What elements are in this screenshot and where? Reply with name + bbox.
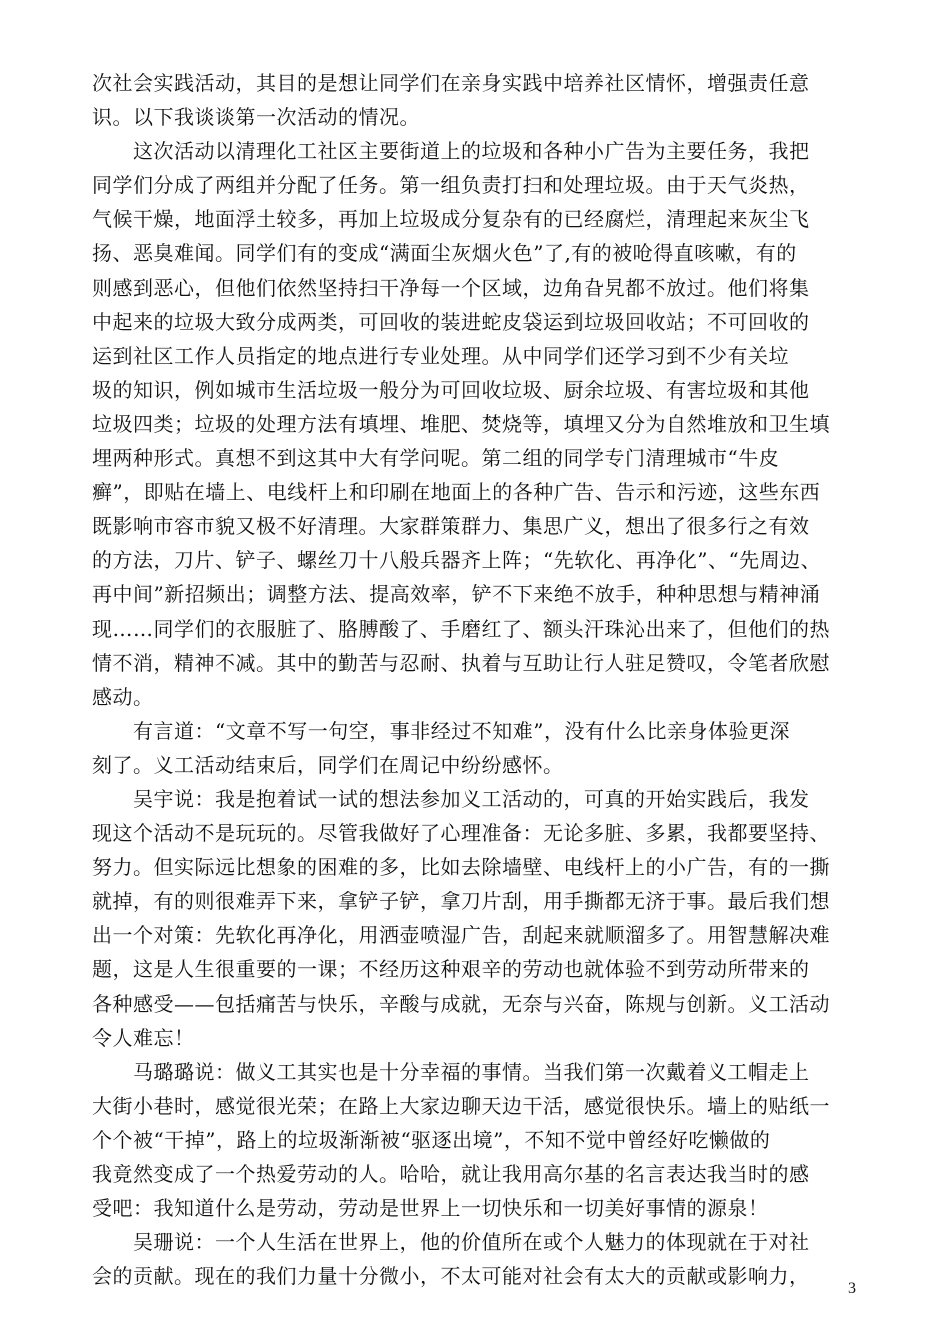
text-line: 气候干燥，地面浮土较多，再加上垃圾成分复杂有的已经腐烂，清理起来灰尘飞: [92, 207, 810, 232]
text-line: 现这个活动不是玩玩的。尽管我做好了心理准备：无论多脏、多累，我都要坚持、: [92, 821, 830, 846]
paragraph: [92, 134, 862, 714]
text-line: 再中间”新招频出；调整方法、提高效率，铲不下来绝不放手，种种思想与精神涌: [92, 582, 821, 607]
text-line: 令人难忘！: [92, 1025, 195, 1050]
paragraph: [92, 782, 862, 1055]
paragraph: [92, 66, 862, 134]
page-number: 3: [848, 1280, 856, 1297]
text-line: 识。以下我谈谈第一次活动的情况。: [92, 105, 420, 130]
text-line: 运到社区工作人员指定的地点进行专业处理。从中同学们还学习到不少有关垃: [92, 343, 789, 368]
text-line: 吴珊说：一个人生活在世界上，他的价值所在或个人魅力的体现就在于对社: [92, 1230, 810, 1255]
text-line: 次社会实践活动，其目的是想让同学们在亲身实践中培养社区情怀，增强责任意: [92, 71, 810, 95]
text-line: 各种感受——包括痛苦与快乐，辛酸与成就，无奈与兴奋，陈规与创新。义工活动: [92, 991, 830, 1016]
text-line: 个个被“干掉”，路上的垃圾渐渐被“驱逐出境”，不知不觉中曾经好吃懒做的: [92, 1127, 771, 1152]
text-line: 埋两种形式。真想不到这其中大有学问呢。第二组的同学专门清理城市“牛皮: [92, 446, 780, 471]
text-line: 则感到恶心，但他们依然坚持扫干净每一个区域，边角旮旯都不放过。他们将集: [92, 275, 810, 300]
text-line: 我竟然变成了一个热爱劳动的人。哈哈，就让我用高尔基的名言表达我当时的感: [92, 1162, 810, 1186]
text-line: 就掉，有的则很难弄下来，拿铲子铲，拿刀片刮，用手撕都无济于事。最后我们想: [92, 889, 830, 914]
text-line: 垃圾四类；垃圾的处理方法有填埋、堆肥、焚烧等，填埋又分为自然堆放和卫生填: [92, 411, 830, 436]
text-line: 既影响市容市貌又极不好清理。大家群策群力、集思广义，想出了很多行之有效: [92, 514, 810, 539]
paragraph: [92, 1225, 862, 1293]
body-text: [92, 66, 862, 1293]
text-line: 受吧：我知道什么是劳动，劳动是世界上一切快乐和一切美好事情的源泉！: [92, 1196, 769, 1221]
text-line: 大街小巷时，感觉很光荣；在路上大家边聊天边干活，感觉很快乐。墙上的贴纸一: [92, 1093, 830, 1118]
text-line: 吴宇说：我是抱着试一试的想法参加义工活动的，可真的开始实践后，我发: [92, 786, 810, 811]
text-line: 情不消，精神不减。其中的勤苦与忍耐、执着与互助让行人驻足赞叹，令笔者欣慰: [92, 650, 830, 675]
text-line: 同学们分成了两组并分配了任务。第一组负责打扫和处理垃圾。由于天气炎热，: [92, 173, 810, 198]
text-line: 会的贡献。现在的我们力量十分微小，不太可能对社会有太大的贡献或影响力，: [92, 1264, 810, 1289]
text-line: 感动。: [92, 684, 154, 709]
text-line: 刻了。义工活动结束后，同学们在周记中纷纷感怀。: [92, 752, 564, 777]
text-line: 现……同学们的衣服脏了、胳膊酸了、手磨红了、额头汗珠沁出来了，但他们的热: [92, 616, 830, 641]
text-line: 的方法，刀片、铲子、螺丝刀十八般兵器齐上阵；“先软化、再净化”、“先周边、: [92, 548, 822, 573]
text-line: 努力。但实际远比想象的困难的多，比如去除墙壁、电线杆上的小广告，有的一撕: [92, 855, 830, 880]
text-line: 圾的知识，例如城市生活垃圾一般分为可回收垃圾、厨余垃圾、有害垃圾和其他: [92, 377, 810, 402]
text-line: 有言道：“文章不写一句空，事非经过不知难”，没有什么比亲身体验更深: [92, 718, 790, 743]
text-line: 癣”，即贴在墙上、电线杆上和印刷在地面上的各种广告、告示和污迹，这些东西: [92, 480, 821, 505]
text-line: 中起来的垃圾大致分成两类，可回收的装进蛇皮袋运到垃圾回收站；不可回收的: [92, 309, 810, 334]
paragraph: [92, 714, 862, 782]
text-line: 这次活动以清理化工社区主要街道上的垃圾和各种小广告为主要任务，我把: [92, 139, 810, 164]
text-line: 出一个对策：先软化再净化，用洒壶喷湿广告，刮起来就顺溜多了。用智慧解决难: [92, 923, 830, 948]
text-line: 扬、恶臭难闻。同学们有的变成“满面尘灰烟火色”了,有的被呛得直咳嗽，有的: [92, 241, 797, 266]
text-line: 马璐璐说：做义工其实也是十分幸福的事情。当我们第一次戴着义工帽走上: [92, 1059, 810, 1084]
paragraph: [92, 1055, 862, 1225]
text-line: 题，这是人生很重要的一课；不经历这种艰辛的劳动也就体验不到劳动所带来的: [92, 957, 810, 982]
